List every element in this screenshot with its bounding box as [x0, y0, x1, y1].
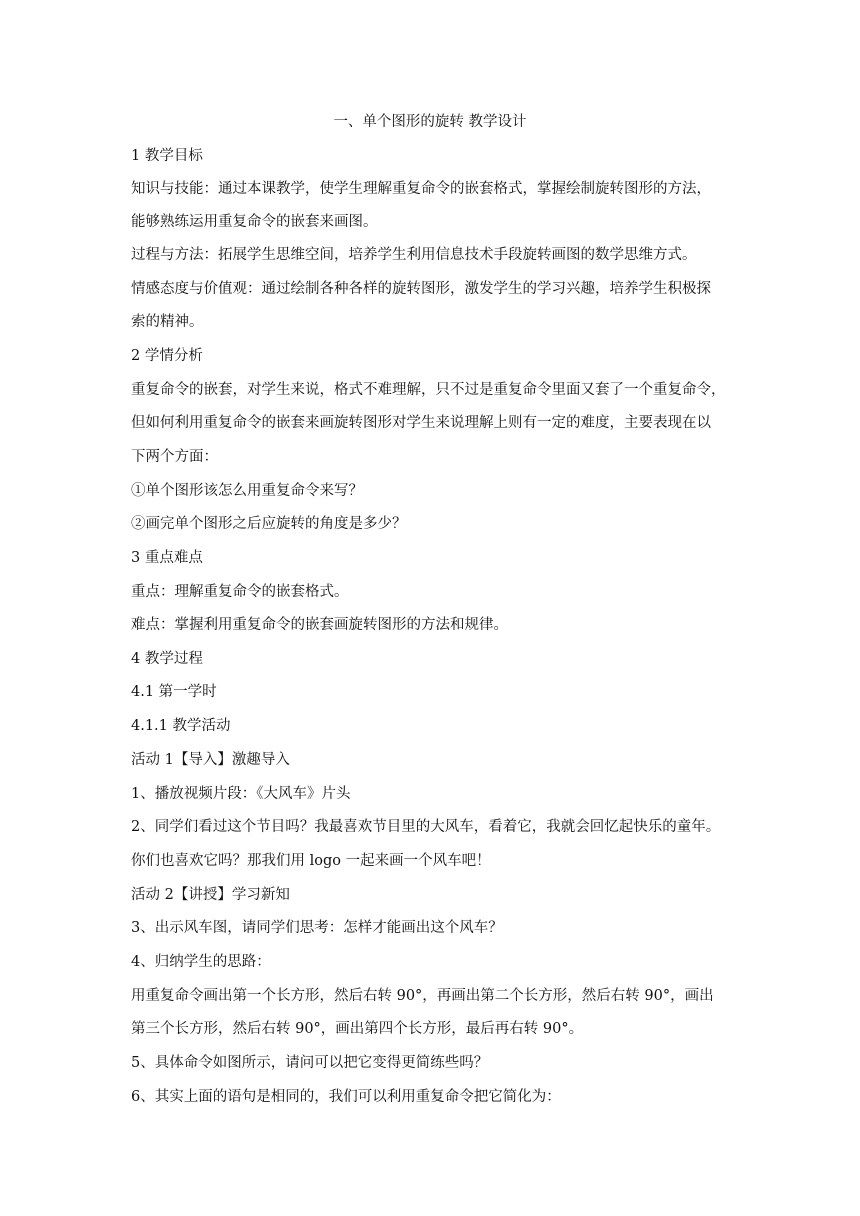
paragraph-line: 难点：掌握利用重复命令的嵌套画旋转图形的方法和规律。 [131, 617, 508, 633]
paragraph-line: 第三个长方形，然后右转 90°，画出第四个长方形，最后再右转 90°。 [131, 1021, 584, 1037]
paragraph-line: 2、同学们看过这个节目吗？我最喜欢节目里的大风车，看着它，我就会回忆起快乐的童年。 [131, 819, 721, 835]
paragraph-line: 用重复命令画出第一个长方形，然后右转 90°，再画出第二个长方形，然后右转 90°，画出 [131, 988, 714, 1004]
section-heading: 2 学情分析 [131, 348, 203, 364]
paragraph-line: 你们也喜欢它吗？那我们用 logo 一起来画一个风车吧！ [131, 853, 491, 869]
paragraph-line: 3、出示风车图，请同学们思考：怎样才能画出这个风车？ [131, 920, 503, 936]
section-heading: 4 教学过程 [131, 651, 203, 667]
subsection-heading: 4.1.1 教学活动 [131, 718, 231, 734]
list-item: ②画完单个图形之后应旋转的角度是多少？ [131, 516, 407, 532]
document-title: 一、单个图形的旋转 教学设计 [333, 114, 527, 130]
paragraph-line: 但如何利用重复命令的嵌套来画旋转图形对学生来说理解上则有一定的难度，主要表现在以 [131, 415, 711, 431]
section-heading: 3 重点难点 [131, 550, 203, 566]
paragraph-line: 重点：理解重复命令的嵌套格式。 [131, 584, 349, 600]
paragraph-line: 情感态度与价值观：通过绘制各种各样的旋转图形，激发学生的学习兴趣，培养学生积极探 [131, 281, 711, 297]
paragraph-line: 能够熟练运用重复命令的嵌套来画图。 [131, 214, 378, 230]
activity-heading: 活动 2【讲授】学习新知 [131, 887, 290, 903]
paragraph-line: 索的精神。 [131, 314, 204, 330]
subsection-heading: 4.1 第一学时 [131, 684, 217, 700]
list-item: ①单个图形该怎么用重复命令来写？ [131, 483, 363, 499]
activity-heading: 活动 1【导入】激趣导入 [131, 752, 290, 768]
paragraph-line: 知识与技能：通过本课教学，使学生理解重复命令的嵌套格式，掌握绘制旋转图形的方法， [131, 181, 711, 197]
paragraph-line: 1、播放视频片段：《大风车》片头 [131, 786, 351, 802]
paragraph-line: 下两个方面： [131, 449, 218, 465]
paragraph-line: 5、具体命令如图所示，请问可以把它变得更简练些吗？ [131, 1055, 489, 1071]
section-heading: 1 教学目标 [131, 148, 203, 164]
paragraph-line: 过程与方法：拓展学生思维空间，培养学生利用信息技术手段旋转画图的数学思维方式。 [131, 247, 697, 263]
paragraph-line: 重复命令的嵌套，对学生来说，格式不难理解，只不过是重复命令里面又套了一个重复命令， [131, 382, 726, 398]
paragraph-line: 6、其实上面的语句是相同的，我们可以利用重复命令把它简化为： [131, 1089, 561, 1105]
paragraph-line: 4、归纳学生的思路： [131, 954, 271, 970]
